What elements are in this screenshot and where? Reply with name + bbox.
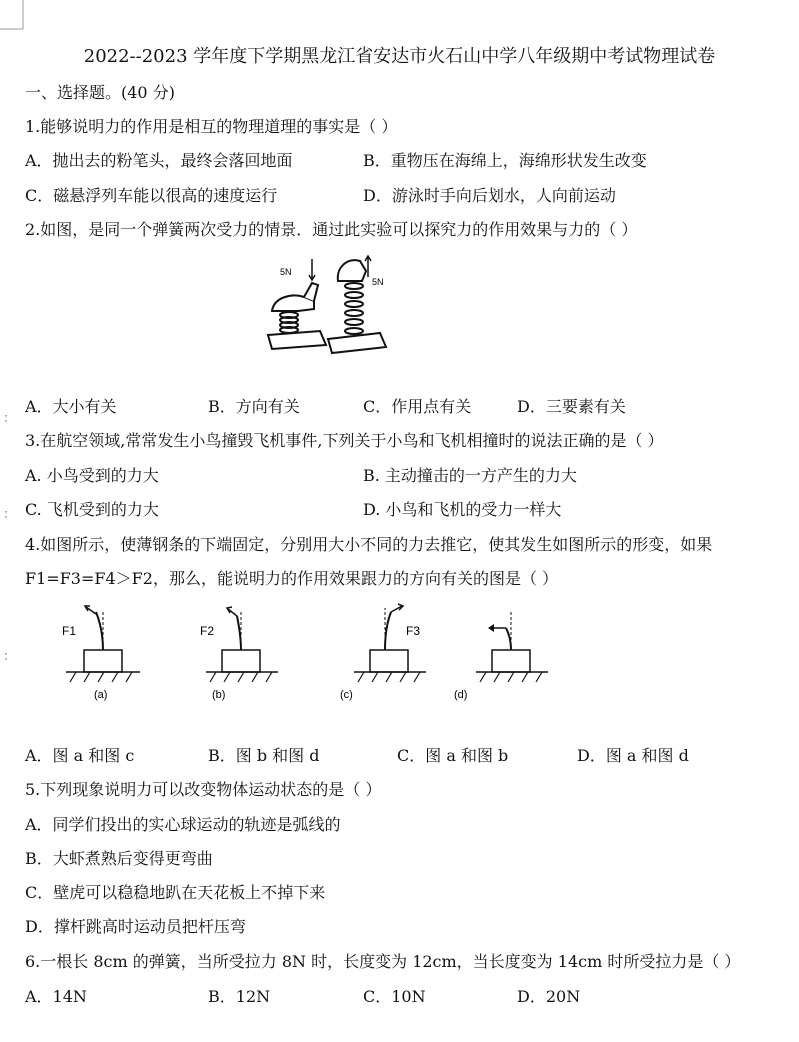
compressed-spring bbox=[280, 312, 298, 333]
margin-mark: ﹕ bbox=[0, 410, 13, 424]
q2-option-d: D．三要素有关 bbox=[517, 397, 626, 416]
q2-option-a: A．大小有关 bbox=[25, 397, 117, 416]
q1-option-c: C．磁悬浮列车能以很高的速度运行 bbox=[25, 186, 278, 205]
question-5-stem: 5.下列现象说明力可以改变物体运动状态的是（ ） bbox=[25, 780, 382, 799]
q6-option-b: B．12N bbox=[208, 987, 271, 1006]
right-force-label: 5N bbox=[372, 277, 384, 287]
figure-d bbox=[454, 610, 548, 701]
question-3-stem: 3.在航空领域,常常发生小鸟撞毁飞机事件,下列关于小鸟和飞机相撞时的说法正确的是（ ） bbox=[25, 431, 664, 450]
section-heading: 一、选择题。(40 分) bbox=[25, 83, 175, 102]
q4-option-c: C．图 a 和图 b bbox=[397, 746, 509, 765]
label-f1: F1 bbox=[62, 624, 77, 638]
stretched-spring bbox=[345, 283, 363, 334]
label-f3: F3 bbox=[406, 624, 421, 638]
q4-option-a: A．图 a 和图 c bbox=[25, 746, 135, 765]
q1-option-a: A．抛出去的粉笔头，最终会落回地面 bbox=[25, 151, 293, 170]
q1-option-b: B．重物压在海绵上，海绵形状发生改变 bbox=[363, 151, 647, 170]
q3-option-c: C. 飞机受到的力大 bbox=[25, 500, 159, 519]
q5-option-a: A．同学们投出的实心球运动的轨迹是弧线的 bbox=[25, 815, 341, 834]
question-2-stem: 2.如图，是同一个弹簧两次受力的情景．通过此实验可以探究力的作用效果与力的（ ） bbox=[25, 220, 638, 239]
q2-option-b: B．方向有关 bbox=[208, 397, 300, 416]
left-base-board bbox=[268, 331, 326, 349]
corner-crop-mark bbox=[0, 0, 24, 30]
question-4-stem-line1: 4.如图所示，使薄钢条的下端固定，分别用大小不同的力去推它，使其发生如图所示的形变，如果 bbox=[25, 535, 713, 554]
figure-a bbox=[62, 606, 140, 701]
caption-c: (c) bbox=[340, 689, 353, 701]
question-6-stem: 6.一根长 8cm 的弹簧，当所受拉力 8N 时，长度变为 12cm，当长度变为 14cm 时所受拉力是（ ） bbox=[25, 952, 741, 971]
spring-figure bbox=[262, 253, 392, 355]
q3-option-a: A. 小鸟受到的力大 bbox=[25, 466, 159, 485]
right-base-board bbox=[328, 333, 386, 353]
q5-option-b: B．大虾煮熟后变得更弯曲 bbox=[25, 849, 213, 868]
question-1-stem: 1.能够说明力的作用是相互的物理道理的事实是（ ） bbox=[25, 117, 398, 136]
q3-option-b: B. 主动撞击的一方产生的力大 bbox=[363, 466, 577, 485]
q6-option-d: D．20N bbox=[517, 987, 581, 1006]
exam-title: 2022--2023 学年度下学期黑龙江省安达市火石山中学八年级期中考试物理试卷 bbox=[83, 46, 716, 67]
figure-c bbox=[340, 604, 426, 701]
steel-strip-figure bbox=[60, 602, 552, 702]
q5-option-c: C．壁虎可以稳稳地趴在天花板上不掉下来 bbox=[25, 883, 326, 902]
figure-b bbox=[200, 607, 278, 701]
margin-mark: ﹕ bbox=[0, 648, 13, 662]
q2-option-c: C．作用点有关 bbox=[363, 397, 472, 416]
q4-option-d: D．图 a 和图 d bbox=[577, 746, 689, 765]
question-4-stem-line2: F1=F3=F4＞F2，那么，能说明力的作用效果跟力的方向有关的图是（ ） bbox=[25, 569, 559, 588]
caption-b: (b) bbox=[212, 689, 226, 701]
q5-option-d: D．撑杆跳高时运动员把杆压弯 bbox=[25, 917, 246, 936]
q6-option-c: C．10N bbox=[363, 987, 426, 1006]
caption-a: (a) bbox=[94, 689, 108, 701]
q1-option-d: D．游泳时手向后划水，人向前运动 bbox=[363, 186, 616, 205]
label-f2: F2 bbox=[200, 624, 215, 638]
right-hand bbox=[338, 260, 366, 281]
caption-d: (d) bbox=[454, 689, 468, 701]
q3-option-d: D. 小鸟和飞机的受力一样大 bbox=[363, 500, 562, 519]
left-force-label: 5N bbox=[280, 267, 292, 277]
q4-option-b: B．图 b 和图 d bbox=[208, 746, 320, 765]
margin-mark: ﹕ bbox=[0, 506, 13, 520]
q6-option-a: A．14N bbox=[25, 987, 87, 1006]
